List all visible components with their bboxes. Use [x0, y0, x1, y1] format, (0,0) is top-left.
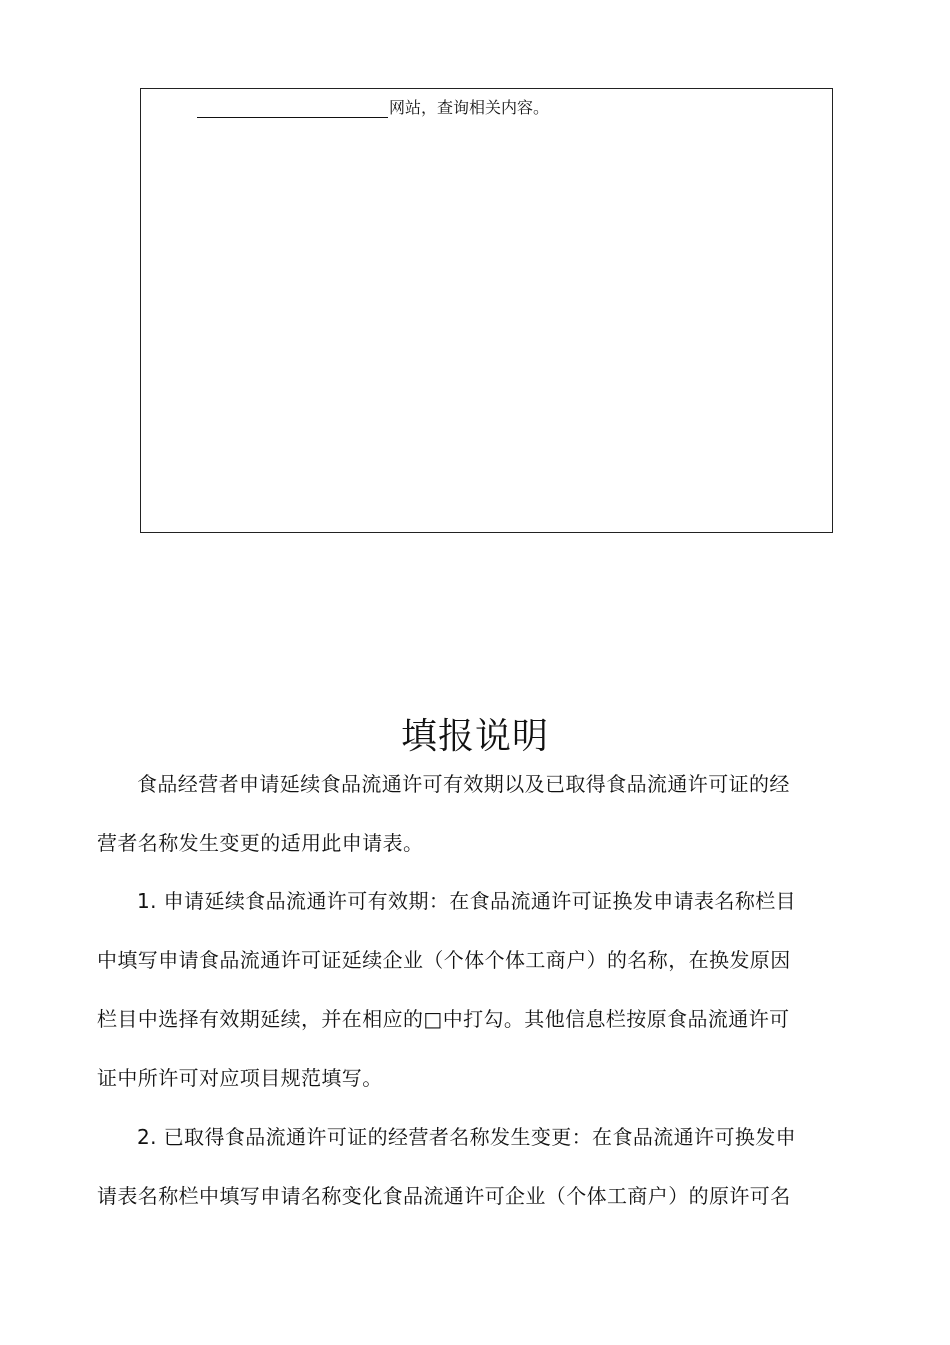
paragraph-line-4: 中填写申请食品流通许可证延续企业（个体个体工商户）的名称，在换发原因 [97, 948, 791, 972]
blank-underline [197, 97, 388, 118]
paragraph-line-8: 请表名称栏中填写申请名称变化食品流通许可企业（个体工商户）的原许可名 [97, 1184, 791, 1208]
instructions-title: 填报说明 [400, 716, 549, 757]
website-text: 网站，查询相关内容。 [389, 98, 550, 117]
paragraph-line-6: 证中所许可对应项目规范填写。 [97, 1066, 383, 1090]
paragraph-line-2: 营者名称发生变更的适用此申请表。 [97, 831, 424, 855]
website-line [197, 97, 549, 118]
paragraph-line-5: 栏目中选择有效期延续，并在相应的□中打勾。其他信息栏按原食品流通许可 [97, 1007, 790, 1031]
paragraph-line-3: 1. 申请延续食品流通许可有效期：在食品流通许可证换发申请表名称栏目 [137, 889, 797, 913]
notice-box [140, 88, 833, 533]
paragraph-line-7: 2. 已取得食品流通许可证的经营者名称发生变更：在食品流通许可换发申 [137, 1125, 797, 1149]
paragraph-line-1: 食品经营者申请延续食品流通许可有效期以及已取得食品流通许可证的经 [137, 772, 790, 796]
